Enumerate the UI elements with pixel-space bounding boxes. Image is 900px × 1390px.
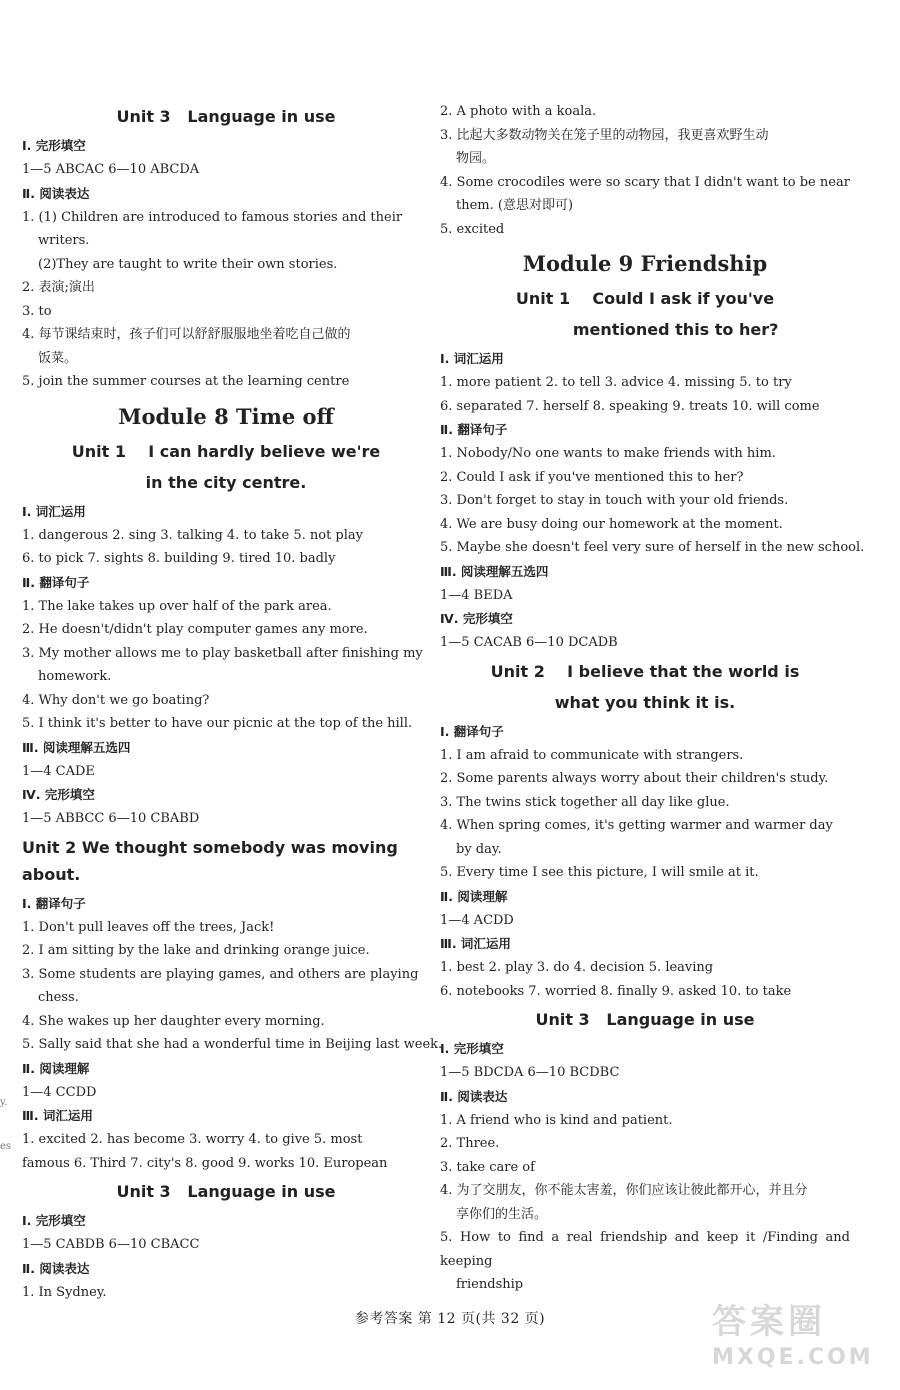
answer-line-continued: 物园。 <box>456 151 496 166</box>
answer-line: 1. In Sydney. <box>22 1284 107 1300</box>
answer-line: 5. join the summer courses at the learning centre <box>22 374 350 389</box>
answer-line-continued: them. (意思对即可) <box>456 198 574 213</box>
answer-line: 5. excited <box>440 221 505 237</box>
answer-line-continued: writers. <box>38 233 90 248</box>
margin-fragment: y. <box>0 1097 8 1108</box>
section-heading: Ⅱ. 阅读表达 <box>22 1260 90 1276</box>
answer-line: 4. Why don't we go boating? <box>22 692 210 708</box>
answer-line: 5. How to find a real friendship and keep it /Finding and keeping <box>440 1230 850 1269</box>
answer-line: 4. She wakes up her daughter every morning. <box>22 1013 325 1029</box>
section-heading: Ⅱ. 阅读理解 <box>22 1060 90 1076</box>
answer-line: 4. Some crocodiles were so scary that I didn't want to be near <box>440 174 850 190</box>
section-heading: Ⅲ. 阅读理解五选四 <box>440 563 549 579</box>
section-heading: Ⅳ. 完形填空 <box>440 611 513 626</box>
watermark-url: MXQE.COM <box>712 1345 874 1370</box>
section-heading: Ⅱ. 阅读理解 <box>440 888 508 904</box>
answer-line-continued: friendship <box>456 1277 524 1292</box>
answer-line: 2. He doesn't/didn't play computer games any more. <box>22 622 368 637</box>
answer-line: 3. The twins stick together all day like glue. <box>440 794 730 810</box>
section-heading: Ⅰ. 翻译句子 <box>22 895 86 911</box>
margin-fragment: es <box>0 1141 12 1152</box>
unit-heading: Unit 3 Language in use <box>535 1010 755 1029</box>
answer-line: 2. A photo with a koala. <box>440 104 597 119</box>
answer-line-continued: homework. <box>38 669 112 684</box>
answer-line: 2. Some parents always worry about their children's study. <box>440 771 829 786</box>
answer-line: 5. Sally said that she had a wonderful time in Beijing last week. <box>22 1037 443 1052</box>
section-heading: Ⅰ. 翻译句子 <box>440 723 504 739</box>
section-heading: Ⅳ. 完形填空 <box>22 787 95 802</box>
answer-line: 1—5 ABCAC 6—10 ABCDA <box>22 162 200 177</box>
answer-line: 5. Maybe she doesn't feel very sure of herself in the new school. <box>440 540 865 555</box>
answer-line: 1. more patient 2. to tell 3. advice 4. missing 5. to try <box>440 375 792 390</box>
answer-line: 4. We are busy doing our homework at the moment. <box>440 516 783 532</box>
answer-line: 1. The lake takes up over half of the park area. <box>22 598 332 614</box>
answer-line: 1—4 CCDD <box>22 1084 97 1100</box>
section-heading: Ⅱ. 翻译句子 <box>440 422 508 437</box>
answer-line: 1—5 CABDB 6—10 CBACC <box>22 1237 200 1252</box>
section-heading: Ⅰ. 词汇运用 <box>440 351 504 366</box>
answer-line-continued: by day. <box>456 841 502 857</box>
unit-heading: Unit 3 Language in use <box>116 1182 336 1201</box>
page-footer: 参考答案 第 12 页(共 32 页) <box>354 1311 546 1327</box>
right-column <box>440 100 865 1297</box>
section-heading: Ⅰ. 完形填空 <box>22 138 86 153</box>
unit-heading: Unit 2 I believe that the world is <box>490 661 800 681</box>
unit-heading: what you think it is. <box>554 692 736 712</box>
answer-line: 5. Every time I see this picture, I will smile at it. <box>440 865 759 880</box>
answer-line: 1. A friend who is kind and patient. <box>440 1112 673 1128</box>
answer-line: 1. (1) Children are introduced to famous stories and their <box>22 209 403 225</box>
answer-line: 1—4 ACDD <box>440 912 514 928</box>
section-heading: Ⅲ. 阅读理解五选四 <box>22 739 131 755</box>
answer-line: 1—4 CADE <box>22 763 95 779</box>
answer-line: 5. I think it's better to have our picnic at the top of the hill. <box>22 716 413 731</box>
answer-line: 3. to <box>22 303 52 319</box>
answer-line-continued: 饭菜。 <box>38 350 78 366</box>
answer-line: 1. dangerous 2. sing 3. talking 4. to take 5. not play <box>22 527 363 543</box>
answer-line: 4. 为了交朋友，你不能太害羞，你们应该让彼此都开心，并且分 <box>440 1183 808 1198</box>
answer-line: 2. 表演;演出 <box>22 280 95 295</box>
answer-line: 1. I am afraid to communicate with strangers. <box>440 747 744 763</box>
answer-line: 1—5 CACAB 6—10 DCADB <box>440 635 618 650</box>
watermark-logo <box>712 1300 892 1384</box>
answer-line-continued: chess. <box>38 990 79 1005</box>
answer-line: 2. Three. <box>440 1136 500 1151</box>
answer-line: 2. I am sitting by the lake and drinking orange juice. <box>22 943 370 958</box>
answer-line: 6. notebooks 7. worried 8. finally 9. asked 10. to take <box>440 983 792 999</box>
answer-line: 1. Nobody/No one wants to make friends with him. <box>440 446 776 461</box>
section-heading: Ⅲ. 词汇运用 <box>22 1108 93 1123</box>
watermark-mark: 答案圈 <box>712 1302 826 1342</box>
answer-line: 6. separated 7. herself 8. speaking 9. treats 10. will come <box>440 398 820 414</box>
section-heading: Ⅲ. 词汇运用 <box>440 936 511 951</box>
section-heading: Ⅰ. 完形填空 <box>440 1041 504 1056</box>
unit-heading: mentioned this to her? <box>511 320 779 339</box>
section-heading: Ⅰ. 词汇运用 <box>22 503 86 519</box>
answer-line: 3. Don't forget to stay in touch with your old friends. <box>440 493 789 508</box>
unit-heading: in the city centre. <box>145 472 307 492</box>
section-heading: Ⅱ. 阅读表达 <box>440 1088 508 1104</box>
answer-line: 1. best 2. play 3. do 4. decision 5. leaving <box>440 960 714 975</box>
answer-line: 4. When spring comes, it's getting warmer and warmer day <box>440 818 833 833</box>
section-heading: Ⅰ. 完形填空 <box>22 1213 86 1228</box>
unit-heading: Unit 2 We thought somebody was moving about. <box>22 837 398 884</box>
answer-line: 1—4 BEDA <box>440 587 513 603</box>
answer-line: 3. Some students are playing games, and others are playing <box>22 966 419 982</box>
answer-line: 6. to pick 7. sights 8. building 9. tired 10. badly <box>22 551 336 566</box>
unit-heading: Unit 1 I can hardly believe we're <box>71 441 381 461</box>
section-heading: Ⅱ. 阅读表达 <box>22 185 90 201</box>
left-column <box>22 100 443 1304</box>
answer-line: 3. My mother allows me to play basketball after finishing my <box>22 645 423 661</box>
answer-line: 1. excited 2. has become 3. worry 4. to give 5. most <box>22 1132 363 1147</box>
answer-line: 2. Could I ask if you've mentioned this to her? <box>440 469 744 485</box>
section-heading: Ⅱ. 翻译句子 <box>22 574 90 590</box>
answer-line: famous 6. Third 7. city's 8. good 9. works 10. European <box>22 1155 388 1171</box>
answer-line-continued: (2)They are taught to write their own stories. <box>38 256 338 272</box>
module-heading: Module 8 Time off <box>118 403 334 429</box>
answer-line: 4. 每节课结束时，孩子们可以舒舒服服地坐着吃自己做的 <box>22 327 351 342</box>
unit-heading: Unit 3 Language in use <box>116 107 336 126</box>
unit-heading: Unit 1 Could I ask if you've <box>515 289 775 308</box>
answer-line-continued: 享你们的生活。 <box>456 1206 548 1222</box>
answer-line: 1—5 ABBCC 6—10 CBABD <box>22 811 200 826</box>
module-heading: Module 9 Friendship <box>522 251 768 276</box>
answer-line: 3. 比起大多数动物关在笼子里的动物园，我更喜欢野生动 <box>440 127 769 143</box>
answer-line: 3. take care of <box>440 1159 535 1175</box>
answer-line: 1. Don't pull leaves off the trees, Jack! <box>22 919 275 935</box>
answer-line: 1—5 BDCDA 6—10 BCDBC <box>440 1065 620 1080</box>
